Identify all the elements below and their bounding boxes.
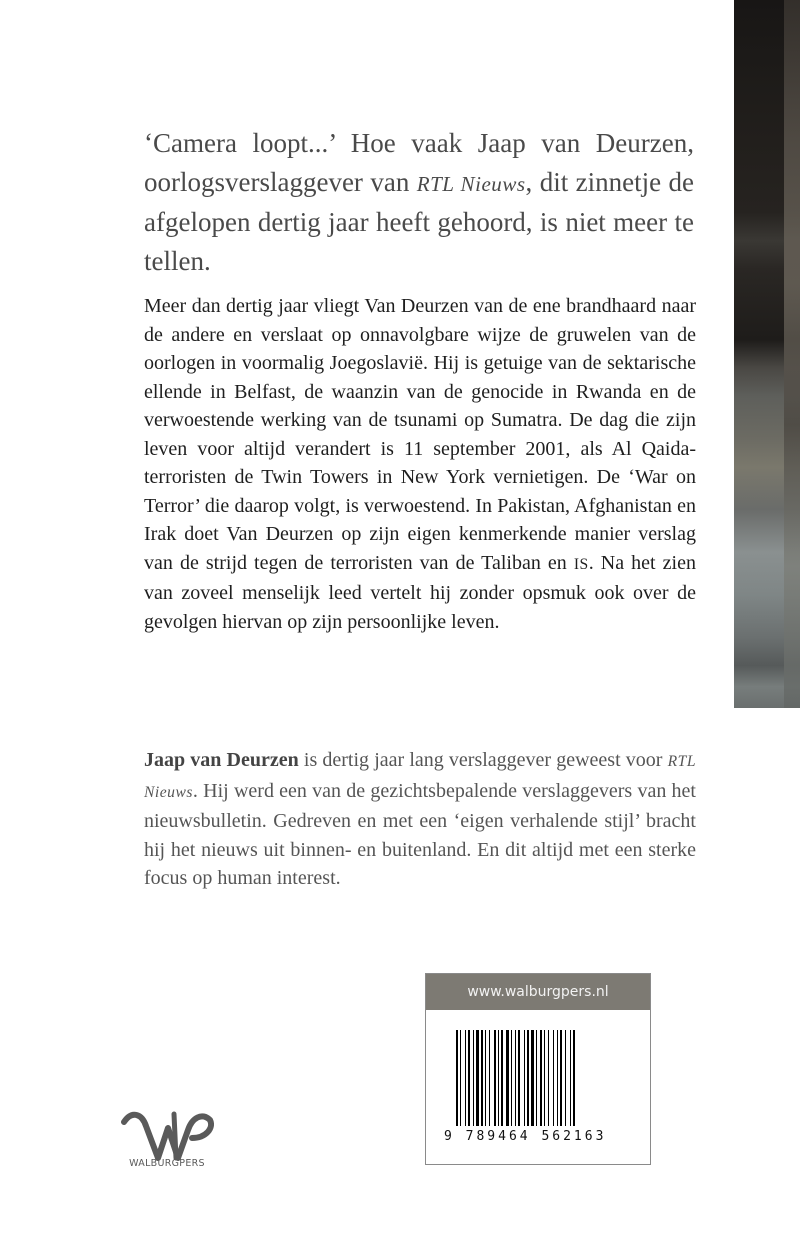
bio-text: is dertig jaar lang verslaggever geweest voor bbox=[298, 749, 668, 771]
blurb-text: Meer dan dertig jaar vliegt Van Deurzen van de ene brandhaard naar de andere en verslaat op onnavolgbare wijze de gruwelen van de oorlogen in voormalig Joegoslavië. Hij is getuige van de sektarische ellende in Belfast, de waanzin van de genocide in Rwanda en de verwoestende werking van de tsunami op Sumatra. De dag die zijn leven voor altijd verandert is 11 september 2001, als Al Qaida-terroristen de Twin Towers in New York vernietigen. De ‘War on Terror’ die daarop volgt, is verwoestend. In Pakistan, Afghanistan en Irak doet Van Deurzen op zijn eigen kenmerkende manier verslag van de strijd tegen de terroristen van de Taliban en bbox=[144, 295, 696, 574]
blurb-paragraph bbox=[144, 292, 696, 636]
isbn-digits: 9 789464 562163 bbox=[444, 1129, 607, 1144]
cover-photo-strip bbox=[734, 0, 800, 708]
barcode-box bbox=[425, 973, 651, 1165]
intro-text-end: , dit zinnetje de afgelopen dertig jaar heeft gehoord, is niet meer te tellen. bbox=[144, 166, 694, 276]
publisher-name: WALBURGPERS bbox=[129, 1158, 205, 1169]
blurb-text-end: . Na het zien van zoveel menselijk leed vertelt hij zonder opsmuk ook over de gevolgen hiervan op zijn persoonlijke leven. bbox=[144, 551, 696, 633]
author-name: Jaap van Deurzen bbox=[144, 749, 299, 771]
bio-text-end: . Hij werd een van de gezichtsbepalende verslaggevers van het nieuwsbulletin. Gedreven en met een ‘eigen verhalende stijl’ bracht hij het nieuws uit binnen- en buitenland. En dit altijd met een sterke focus op human interest. bbox=[144, 779, 696, 889]
publisher-url[interactable]: www.walburgpers.nl bbox=[426, 974, 650, 1010]
author-bio bbox=[144, 746, 696, 893]
intro-text: ‘Camera loopt...’ Hoe vaak Jaap van Deurzen, oorlogsverslaggever van bbox=[144, 128, 694, 197]
brand-name: RTL Nieuws bbox=[144, 753, 696, 801]
intro-paragraph bbox=[144, 124, 694, 280]
brand-name: RTL Nieuws bbox=[416, 171, 526, 196]
barcode-icon bbox=[456, 1030, 626, 1126]
is-abbreviation: IS bbox=[573, 555, 589, 573]
